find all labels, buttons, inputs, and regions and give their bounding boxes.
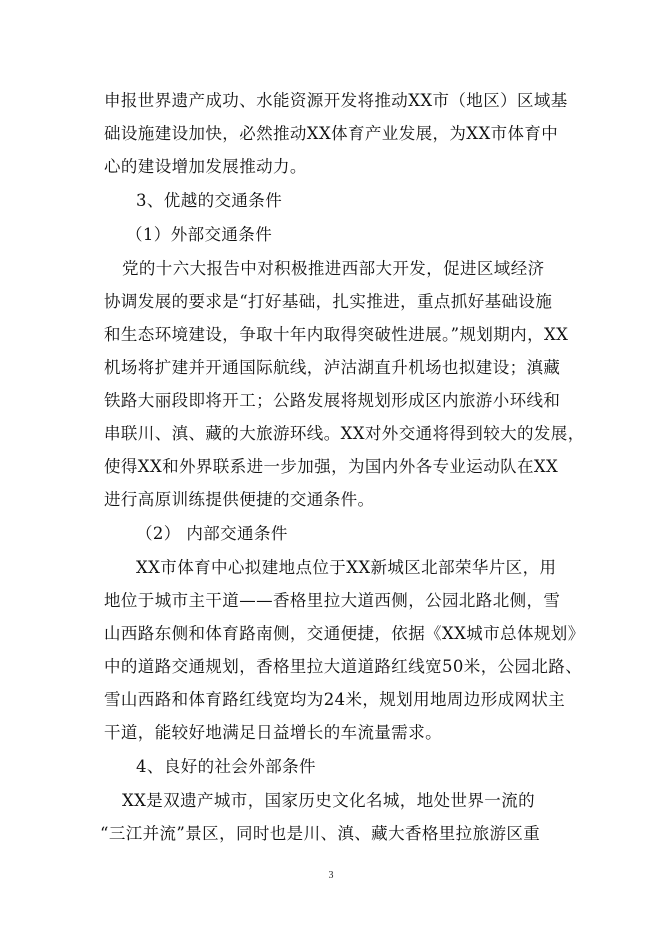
paragraph-line: XX市体育中心拟建地点位于XX新城区北部荣华片区，用 bbox=[136, 558, 557, 577]
paragraph-line: 础设施建设加快，必然推动XX体育产业发展，为XX市体育中 bbox=[104, 124, 559, 143]
paragraph-line: 地位于城市主干道——香格里拉大道西侧，公园北路北侧，雪 bbox=[104, 591, 561, 610]
page-number: 3 bbox=[328, 870, 334, 881]
paragraph-line: XX是双遗产城市，国家历史文化名城，地处世界一流的 bbox=[122, 791, 535, 810]
paragraph-line: 铁路大丽段即将开工；公路发展将规划形成区内旅游小环线和 bbox=[104, 391, 561, 410]
paragraph-line: 申报世界遗产成功、水能资源开发将推动XX市（地区）区域基 bbox=[104, 91, 568, 110]
paragraph-line: 雪山西路和体育路红线宽均为24米，规划用地周边形成网状主 bbox=[104, 690, 566, 709]
section-heading: 4、良好的社会外部条件 bbox=[136, 757, 316, 776]
paragraph-line: 山西路东侧和体育路南侧，交通便捷，依据《XX城市总体规划》 bbox=[104, 624, 585, 643]
subsection-heading: （2） 内部交通条件 bbox=[136, 524, 288, 543]
paragraph-line: 心的建设增加发展推动力。 bbox=[104, 157, 307, 176]
paragraph-line: 机场将扩建并开通国际航线，泸沽湖直升机场也拟建设；滇藏 bbox=[104, 358, 561, 377]
paragraph-line: 和生态环境建设，争取十年内取得突破性进展。”规划期内，XX bbox=[104, 325, 569, 344]
paragraph-line: “三江并流”景区，同时也是川、滇、藏大香格里拉旅游区重 bbox=[100, 824, 541, 843]
paragraph-line: 干道，能较好地满足日益增长的车流量需求。 bbox=[104, 723, 442, 742]
paragraph-line: 党的十六大报告中对积极推进西部大开发，促进区域经济 bbox=[122, 259, 545, 278]
paragraph-line: 协调发展的要求是“打好基础，扎实推进，重点抓好基础设施 bbox=[104, 292, 553, 311]
subsection-heading: （1）外部交通条件 bbox=[126, 225, 273, 244]
paragraph-line: 进行高原训练提供便捷的交通条件。 bbox=[104, 490, 375, 509]
paragraph-line: 中的道路交通规划，香格里拉大道道路红线宽50米，公园北路、 bbox=[104, 657, 583, 676]
paragraph-line: 使得XX和外界联系进一步加强，为国内外各专业运动队在XX bbox=[104, 457, 559, 476]
paragraph-line: 串联川、滇、藏的大旅游环线。XX对外交通将得到较大的发展， bbox=[104, 424, 585, 443]
section-heading: 3、优越的交通条件 bbox=[136, 191, 283, 210]
